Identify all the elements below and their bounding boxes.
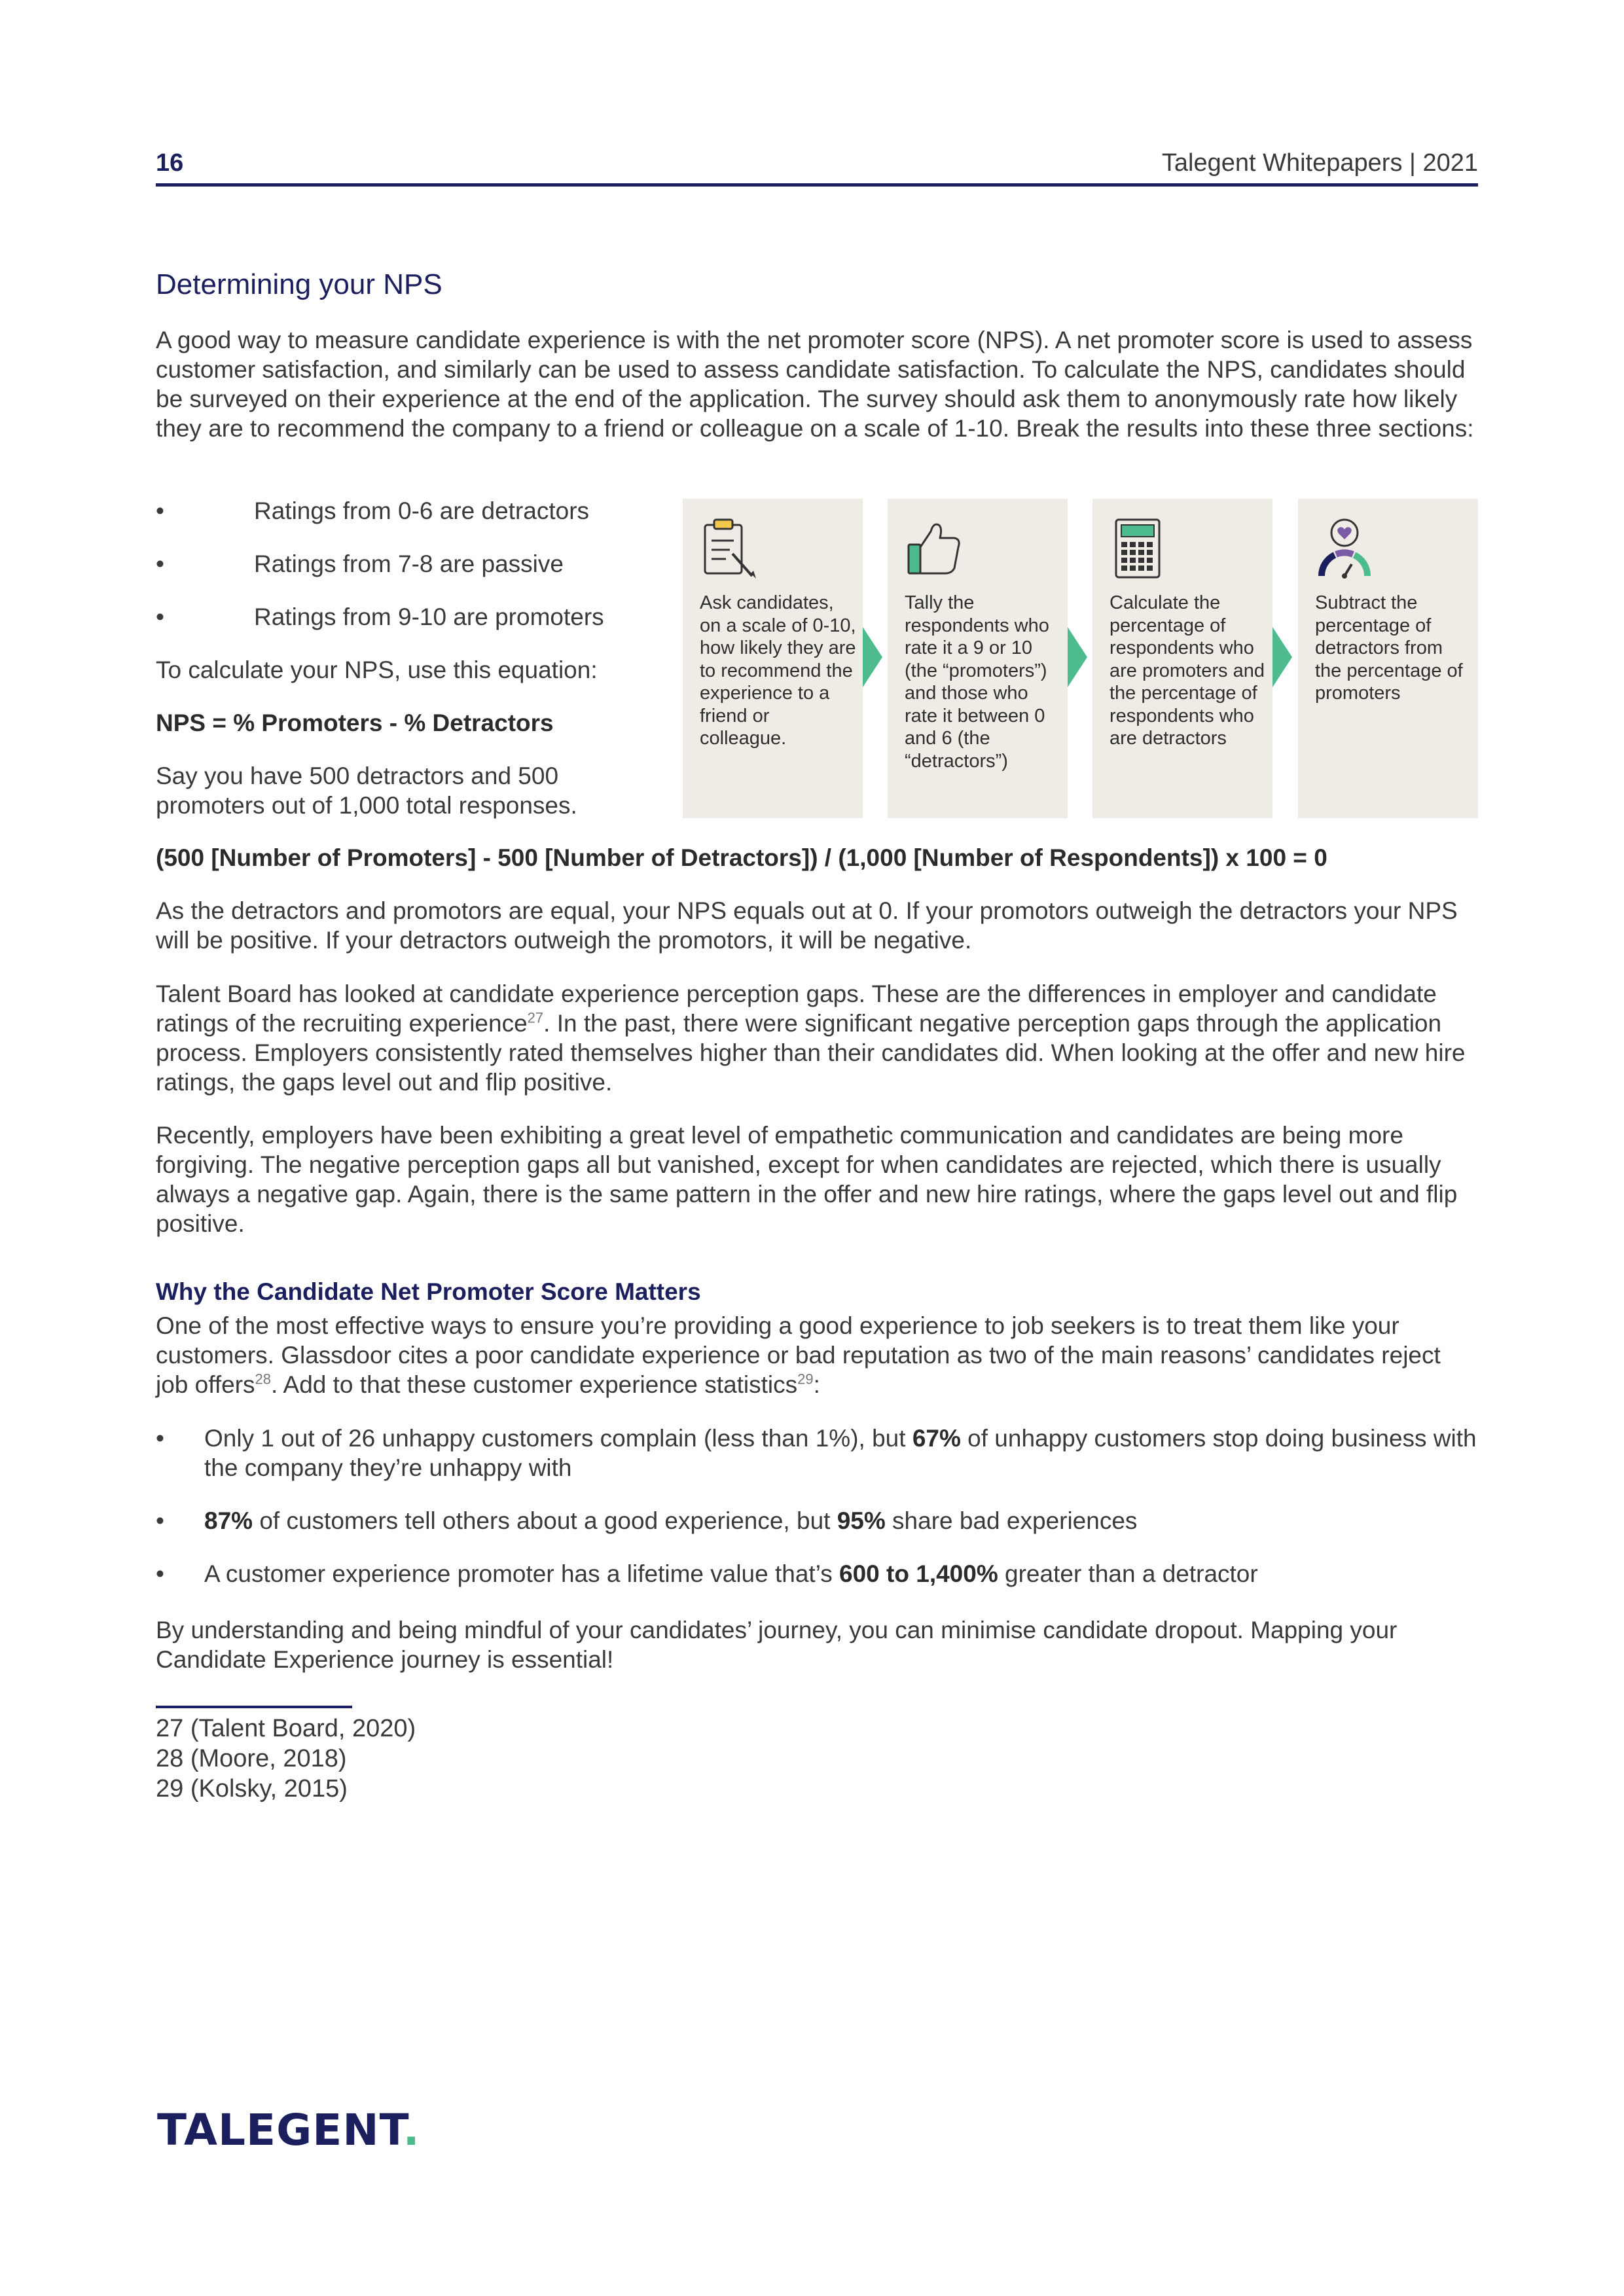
list-item [156,1506,1478,1535]
bullet: • [156,497,164,524]
footnote [156,1713,416,1744]
footnote-text: (Kolsky, 2015) [190,1775,348,1803]
paragraph-equal: As the detractors and promotors are equal, your NPS equals out at 0. If your promotors outweigh the detractors your NPS will be positive. If your detractors outweigh the promotors, it will be negative. [156,897,1458,954]
paragraph-recently: Recently, employers have been exhibiting a great level of empathetic communication and candidates are being more forgiving. The negative perception gaps all but vanished, except for when candidates are rejected, which there is usually always a negative gap. Again, there is the same pattern in the offer and new hire ratings, where the gaps level out and flip positive. [156,1122,1458,1237]
text-run: Talent Board has looked at candidate experience perception gaps. These are the differences in employer and candidate ratings of the recruiting experience [156,980,1437,1037]
footnote-number: 27 [156,1715,184,1742]
step-panel [888,499,1068,818]
nps-equation: NPS = % Promoters - % Detractors [156,709,554,736]
bullet: • [156,550,164,577]
footnote-ref: 29 [797,1371,814,1388]
text-run: greater than a detractor [998,1560,1258,1587]
bullet: • [156,1560,164,1587]
bullet: • [156,1425,164,1452]
step-arrow [1068,627,1087,687]
nps-formula: (500 [Number of Promoters] - 500 [Number of Detractors]) / (1,000 [Number of Respondents]) x 100 = 0 [156,844,1327,871]
rating-text: Ratings from 7-8 are passive [254,550,564,577]
logo-wordmark: TALEGENT [157,2105,403,2155]
paragraph-talent-board [156,979,1478,1097]
statistics-list [156,1424,1478,1612]
bold-stat: 87% [204,1507,253,1534]
footnotes [156,1713,416,1804]
text-run: Only 1 out of 26 unhappy customers complain (less than 1%), but [204,1425,912,1452]
step-panel [1298,499,1478,818]
bullet: • [156,1507,164,1534]
rating-item [156,602,653,632]
logo-dot: . [403,2105,420,2155]
example-text: Say you have 500 detractors and 500 promoters out of 1,000 total responses. [156,762,577,819]
page-header [156,149,1478,187]
text-run: of unhappy customers stop doing business with the company they’re unhappy with [204,1425,1477,1481]
rating-item [156,549,653,579]
paragraph-why [156,1311,1478,1399]
publication-year: 2021 [1422,149,1478,177]
footnote-text: (Moore, 2018) [190,1745,347,1772]
footnote-ref: 27 [527,1009,544,1026]
step-arrow [1272,627,1292,687]
header-title [1162,149,1478,177]
rating-text: Ratings from 0-6 are detractors [254,497,590,524]
step-text: Ask candidates, on a scale of 0-10, how likely they are to recommend the experience to a friend or colleague. [700,592,856,749]
gauge-heart-icon [1315,516,1374,581]
bold-stat: 67% [912,1425,961,1452]
intro-paragraph: A good way to measure candidate experience is with the net promoter score (NPS). A net promoter score is used to assess customer satisfaction, and similarly can be used to assess candidate satisfaction. To calculate the NPS, candidates should be surveyed on their experience at the end of the application. The survey should ask them to anonymously rate how likely they are to recommend the company to a friend or colleague on a scale of 1-10. Break the results into these three sections: [156,327,1474,442]
nps-steps-infographic [683,499,1478,818]
equation-intro: To calculate your NPS, use this equation: [156,656,598,683]
footnote-number: 29 [156,1775,184,1803]
step-text: Calculate the percentage of respondents who are promoters and the percentage of respondents who are detractors [1110,592,1265,749]
text-run: : [813,1371,820,1398]
step-panel [683,499,863,818]
rating-item [156,496,653,526]
talegent-logo [157,2105,420,2155]
text-run: . Add to that these customer experience statistics [271,1371,798,1398]
thumbs-up-icon [905,516,964,581]
text-run: . In the past, there were significant negative perception gaps through the application process. Employers consistently rated themselves higher than their candidates did. When looking at the offer and new hire ratings, the gaps level out and flip positive. [156,1010,1466,1096]
list-item [156,1424,1478,1482]
text-run: A customer experience promoter has a lifetime value that’s [204,1560,840,1587]
list-item [156,1559,1478,1588]
footnote [156,1774,416,1804]
footnote [156,1744,416,1774]
page-number: 16 [156,149,184,177]
text-run: share bad experiences [885,1507,1138,1534]
footnote-ref: 28 [255,1371,272,1388]
footnote-divider [156,1706,352,1708]
step-panel [1092,499,1272,818]
bold-stat: 600 to 1,400% [839,1560,998,1587]
text-run: of customers tell others about a good experience, but [253,1507,837,1534]
subheading: Why the Candidate Net Promoter Score Matters [156,1278,701,1305]
bullet: • [156,603,164,630]
step-text: Subtract the percentage of detractors from the percentage of promoters [1315,592,1463,704]
calculator-icon [1110,516,1168,581]
bold-stat: 95% [837,1507,886,1534]
ratings-column [156,496,653,844]
step-arrow [863,627,882,687]
step-text: Tally the respondents who rate it a 9 or 10 (the “promoters”) and those who rate it between 0 and 6 (the “detractors”) [905,592,1049,772]
section-title: Determining your NPS [156,268,442,300]
footnote-number: 28 [156,1745,184,1772]
text-run: One of the most effective ways to ensure you’re providing a good experience to job seekers is to treat them like your customers. Glassdoor cites a poor candidate experience or bad reputation as two of the main reasons’ candidates reject job offers [156,1312,1441,1398]
header-separator: | [1402,149,1423,177]
clipboard-icon [700,516,759,581]
publication-name: Talegent Whitepapers [1161,149,1403,177]
footnote-text: (Talent Board, 2020) [190,1715,416,1742]
rating-text: Ratings from 9-10 are promoters [254,603,604,630]
paragraph-closing: By understanding and being mindful of your candidates’ journey, you can minimise candidate dropout. Mapping your Candidate Experience journey is essential! [156,1617,1398,1673]
